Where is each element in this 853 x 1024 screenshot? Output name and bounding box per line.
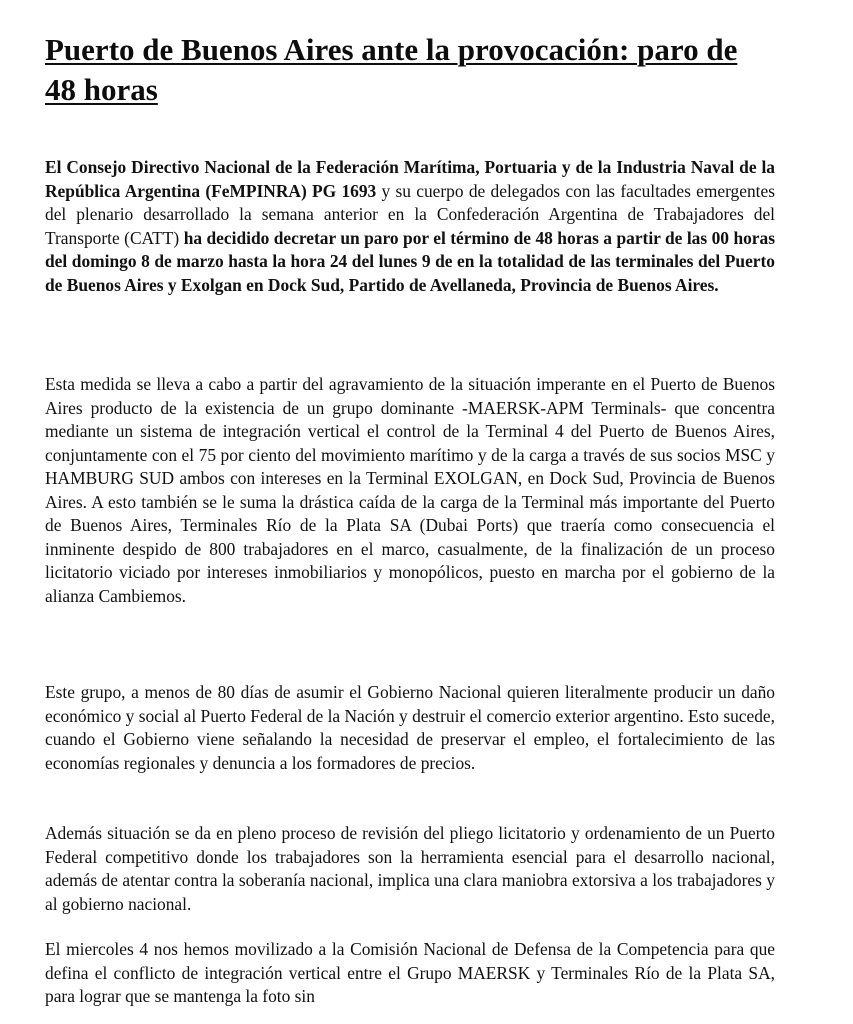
document-title: Puerto de Buenos Aires ante la provocación: paro de 48 horas bbox=[45, 32, 738, 107]
document-page bbox=[45, 30, 775, 1006]
paragraph-1 bbox=[45, 156, 775, 297]
paragraph-3: Este grupo, a menos de 80 días de asumir el Gobierno Nacional quieren literalmente producir un daño económico y social al Puerto Federal de la Nación y destruir el comercio exterior argentino. Esto sucede, cuando el Gobierno viene señalando la necesidad de preservar el empleo, el fortalecimiento de las economías regionales y denuncia a los formadores de precios. bbox=[45, 682, 775, 773]
paragraph-2: Esta medida se lleva a cabo a partir del agravamiento de la situación imperante en el Puerto de Buenos Aires producto de la existencia de un grupo dominante -MAERSK-APM Terminals- que concentra mediante un sistema de integración vertical el control de la Terminal 4 del Puerto de Buenos Aires, conjuntamente con el 75 por ciento del movimiento marítimo y de la carga a través de sus socios MSC y HAMBURG SUD ambos con intereses en la Terminal EXOLGAN, en Dock Sud, Provincia de Buenos Aires. A esto también se le suma la drástica caída de la carga de la Terminal más importante del Puerto de Buenos Aires, Terminales Río de la Plata SA (Dubai Ports) que traería como consecuencia el inminente despido de 800 trabajadores en el marco, casualmente, de la finalización de un proceso licitatorio viciado por intereses inmobiliarios y monopólicos, puesto en marcha por el gobierno de la alianza Cambiemos. bbox=[45, 374, 775, 606]
paragraph-1-bold-decision: ha decidido decretar un paro por el término de 48 horas a partir de las 00 horas del domingo 8 de marzo hasta la hora 24 del lunes 9 de en la totalidad de las terminales del Puerto de Buenos Aires y Exolgan en Dock Sud, Partido de Avellaneda, Provincia de Buenos Aires. bbox=[45, 227, 775, 295]
paragraph-4: Además situación se da en pleno proceso de revisión del pliego licitatorio y ordenamiento de un Puerto Federal competitivo donde los trabajadores son la herramienta esencial para el desarrollo nacional, además de atentar contra la soberanía nacional, implica una clara maniobra extorsiva a los trabajadores y al gobierno nacional. bbox=[45, 823, 775, 914]
paragraph-5: El miercoles 4 nos hemos movilizado a la Comisión Nacional de Defensa de la Competencia para que defina el conflicto de integración vertical entre el Grupo MAERSK y Terminales Río de la Plata SA, para lograr que se mantenga la foto sin bbox=[45, 939, 775, 1006]
paragraph-1-bold-intro: El Consejo Directivo Nacional de la Federación Marítima, Portuaria y de la Industria Naval de la República Argentina (FeMPINRA) PG 1693 bbox=[45, 157, 775, 201]
paragraph-1-normal-text: y su cuerpo de delegados con las facultades emergentes del plenario desarrollado la semana anterior en la Confederación Argentina de Trabajadores del Transporte (CATT) bbox=[45, 180, 775, 248]
